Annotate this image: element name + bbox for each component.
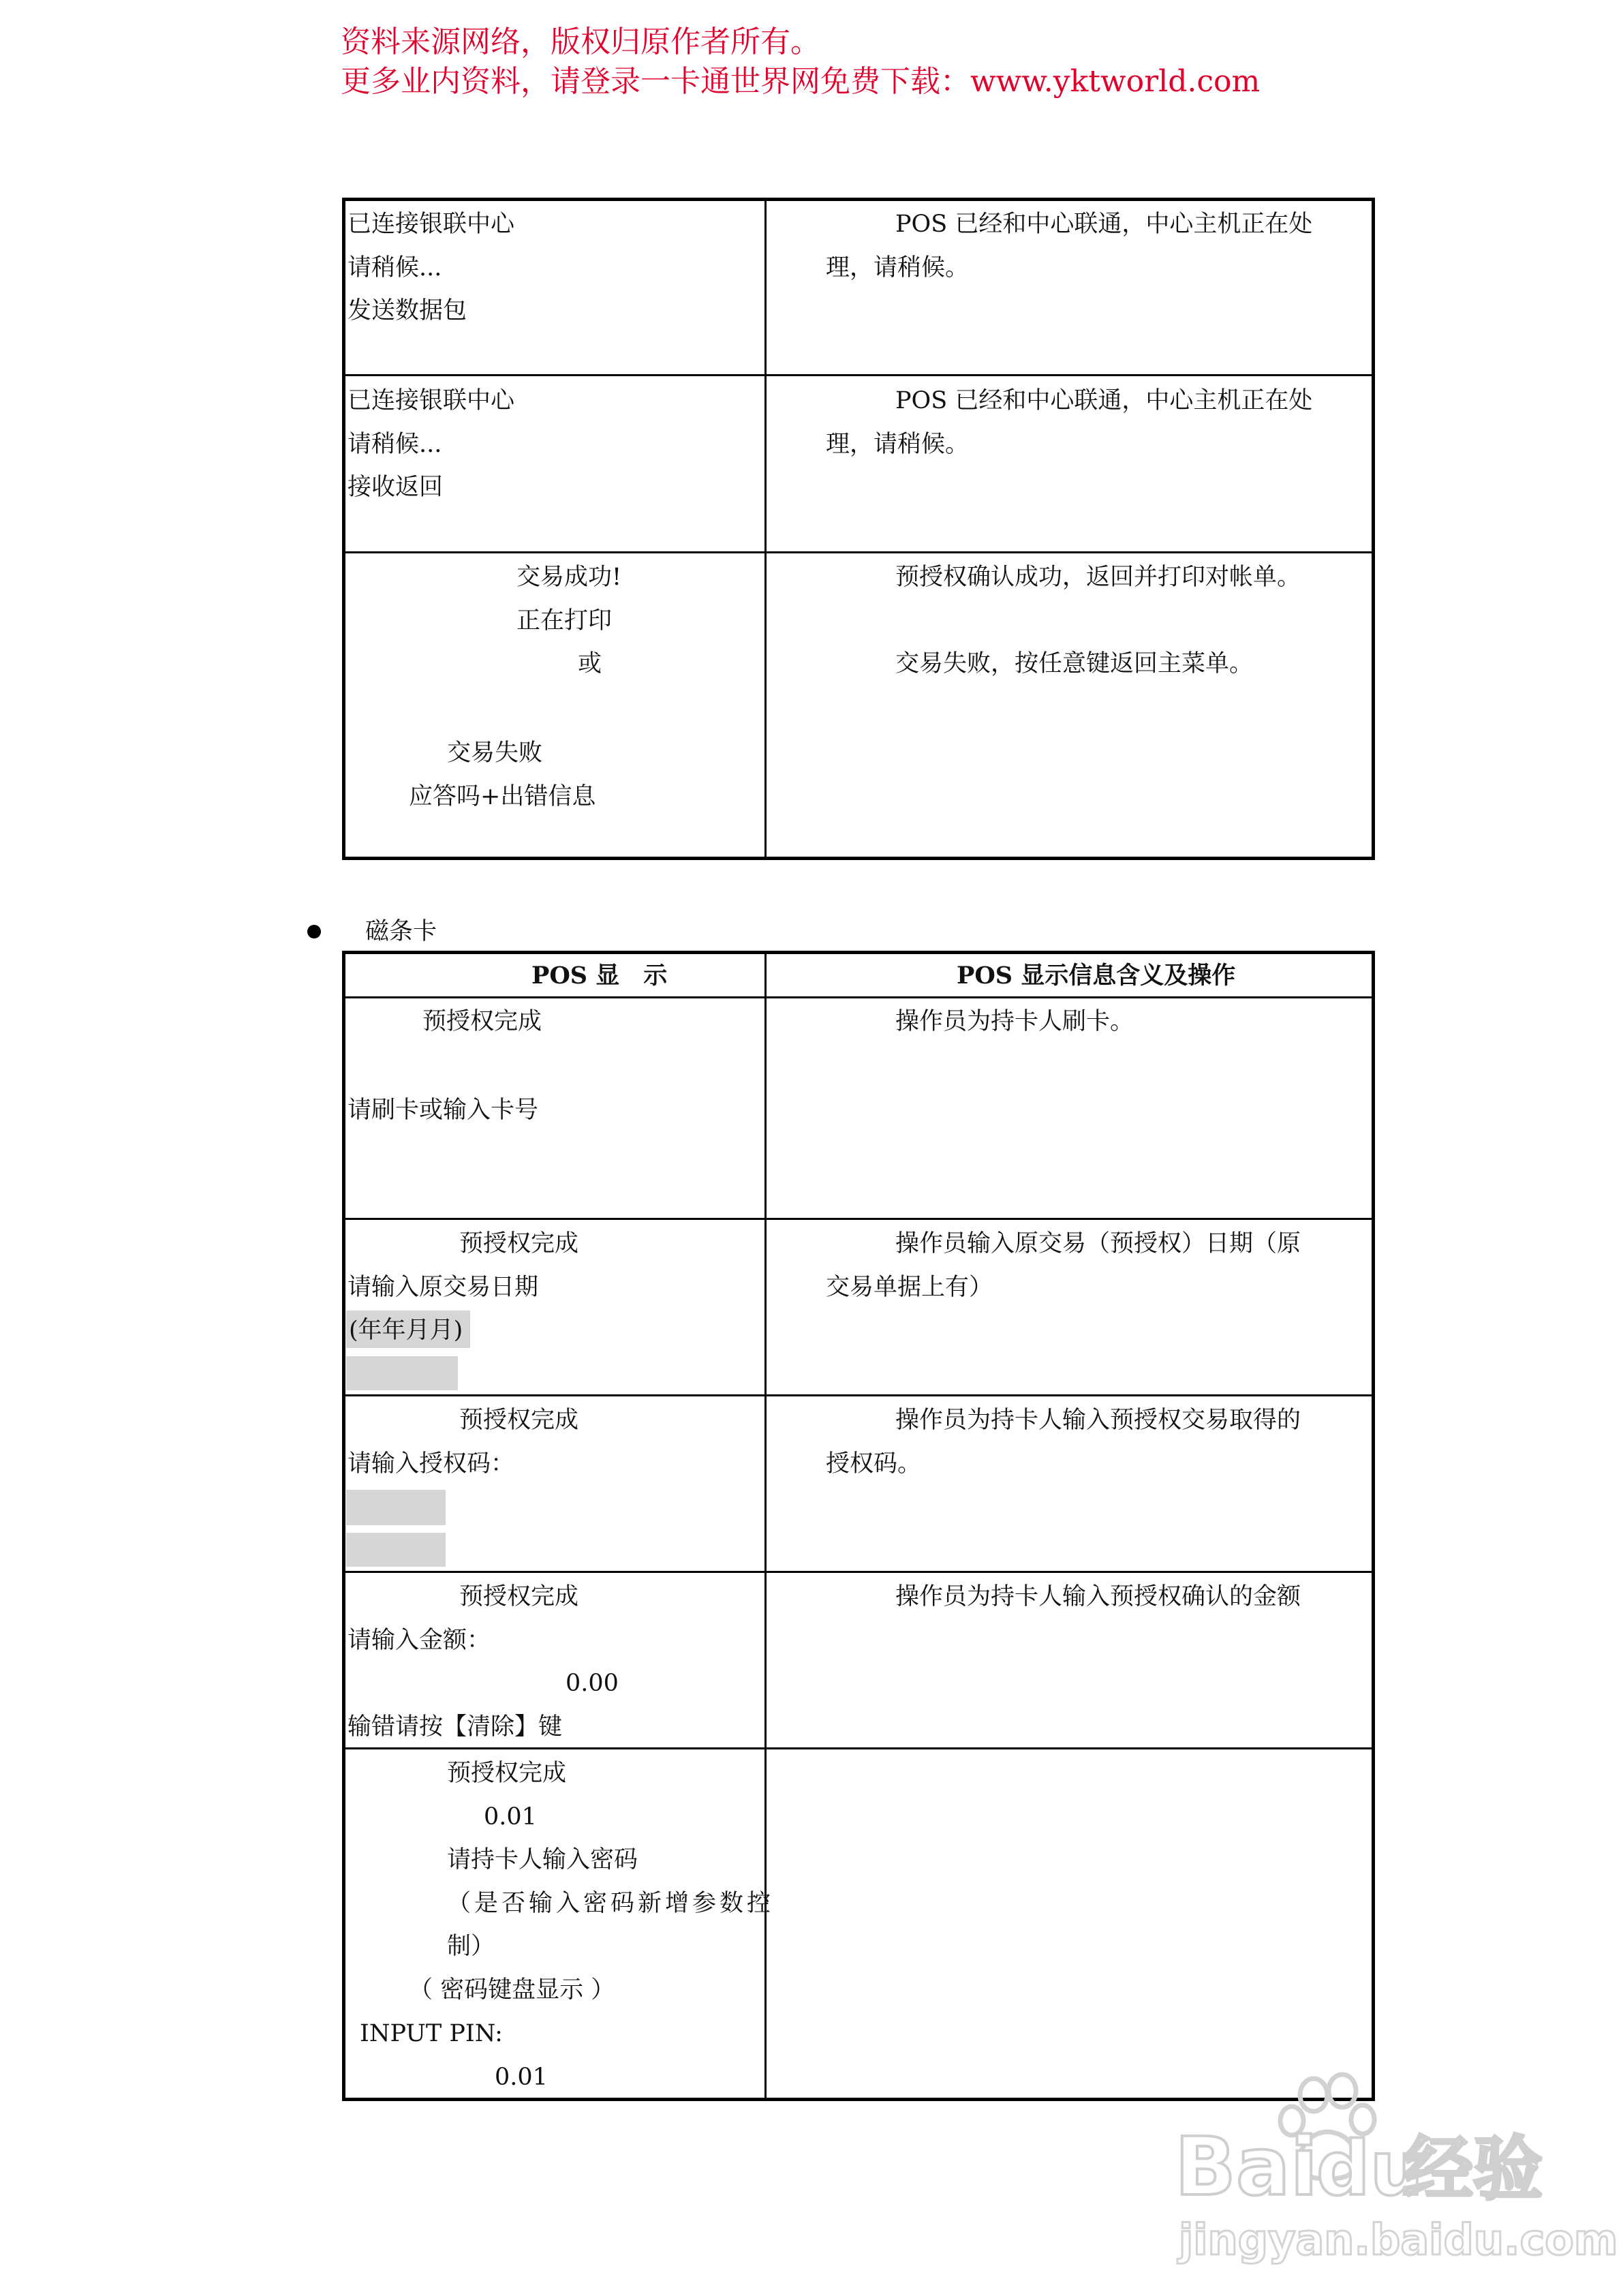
pos-meaning-text: 操作员为持卡人输入预授权确认的金额 <box>895 1583 1301 1610</box>
table-border <box>342 198 345 860</box>
source-notice-line-1: 资料来源网络，版权归原作者所有。 <box>341 25 820 59</box>
pos-display-text: 请刷卡或输入卡号 <box>347 1097 539 1124</box>
pos-display-text: 预授权完成 <box>422 1008 542 1035</box>
pos-display-text: 发送数据包 <box>347 297 467 324</box>
pos-display-text: 已连接银联中心 <box>347 211 515 238</box>
bullet-icon <box>307 925 321 938</box>
table-border <box>1372 198 1375 860</box>
watermark-brand-du: du <box>1316 2125 1424 2212</box>
pos-display-text: 制） <box>447 1933 495 1960</box>
pos-meaning-text: 交易单据上有） <box>826 1274 993 1301</box>
date-format-hint: (年年月月) <box>349 1317 463 1344</box>
pos-display-text: 预授权完成 <box>459 1230 579 1257</box>
pos-display-text: 请输入授权码： <box>347 1450 515 1478</box>
table-divider <box>342 374 1375 376</box>
table-divider <box>342 1218 1375 1220</box>
pos-display-text: INPUT PIN: <box>360 2020 503 2047</box>
pos-display-text: 已连接银联中心 <box>347 387 515 414</box>
amount-value: 0.01 <box>484 1803 537 1831</box>
table-divider <box>342 551 1375 553</box>
pos-display-text: 预授权完成 <box>459 1407 579 1434</box>
table-border <box>1372 951 1375 2101</box>
pos-meaning-text: 授权码。 <box>826 1450 922 1478</box>
table-divider <box>764 951 767 2101</box>
table-header-divider <box>342 996 1375 998</box>
table-divider <box>342 1571 1375 1573</box>
amount-value: 0.01 <box>495 2064 548 2091</box>
pos-display-text: 接收返回 <box>347 474 444 501</box>
pos-meaning-text: POS 已经和中心联通，中心主机正在处 <box>895 211 1313 238</box>
watermark-product: 经验 <box>1404 2129 1543 2210</box>
watermark-url: jingyan.baidu.com <box>1179 2215 1618 2265</box>
baidu-jingyan-watermark <box>1158 2072 1618 2269</box>
watermark-brand: Bai <box>1175 2119 1318 2214</box>
input-field-placeholder <box>346 1490 446 1525</box>
pos-display-text: 或 <box>578 650 602 677</box>
pos-meaning-text: POS 已经和中心联通，中心主机正在处 <box>895 387 1313 414</box>
pos-meaning-text: 操作员为持卡人刷卡。 <box>895 1008 1134 1035</box>
pos-display-text: 正在打印 <box>516 607 613 634</box>
table-border <box>342 198 1375 201</box>
input-field-placeholder <box>346 1356 458 1390</box>
pos-display-text: 请持卡人输入密码 <box>447 1846 638 1873</box>
pos-display-text: 预授权完成 <box>459 1583 579 1610</box>
pos-display-text: 应答吗+出错信息 <box>409 783 596 810</box>
pos-display-text: 请稍候... <box>347 431 442 458</box>
table-border <box>342 857 1375 860</box>
table-border <box>342 951 1375 954</box>
input-field-placeholder <box>346 1533 446 1567</box>
pos-display-text: 交易失败 <box>447 739 543 767</box>
amount-value: 0.00 <box>566 1670 619 1697</box>
section-heading: 磁条卡 <box>365 918 437 945</box>
pos-meaning-text: 预授权确认成功，返回并打印对帐单。 <box>895 564 1301 591</box>
table-header-pos-meaning: POS 显示信息含义及操作 <box>957 962 1236 990</box>
pos-meaning-text: 操作员为持卡人输入预授权交易取得的 <box>895 1407 1301 1434</box>
pos-meaning-text: 交易失败，按任意键返回主菜单。 <box>895 650 1254 677</box>
pos-meaning-text: 理，请稍候。 <box>826 254 970 281</box>
pos-display-text: 预授权完成 <box>447 1760 567 1787</box>
pos-display-text: （ 密码键盘显示 ） <box>409 1976 615 2004</box>
pos-display-text: 请输入原交易日期 <box>347 1274 539 1301</box>
table-header-pos-display: POS 显 示 <box>531 962 668 990</box>
pos-display-text: 交易成功! <box>516 564 622 591</box>
source-notice-line-2: 更多业内资料，请登录一卡通世界网免费下载：www.yktworld.com <box>341 64 1261 99</box>
pos-meaning-text: 操作员输入原交易（预授权）日期（原 <box>895 1230 1301 1257</box>
table-divider <box>342 1747 1375 1749</box>
pos-display-text: 请输入金额： <box>347 1627 491 1654</box>
pos-display-text: 输错请按【清除】键 <box>347 1713 563 1741</box>
pos-meaning-text: 理，请稍候。 <box>826 431 970 458</box>
pos-display-text: （是否输入密码新增参数控 <box>447 1890 775 1917</box>
pos-display-text: 请稍候... <box>347 254 442 281</box>
table-divider <box>764 198 767 860</box>
table-border <box>342 951 345 2101</box>
table-divider <box>342 1394 1375 1396</box>
